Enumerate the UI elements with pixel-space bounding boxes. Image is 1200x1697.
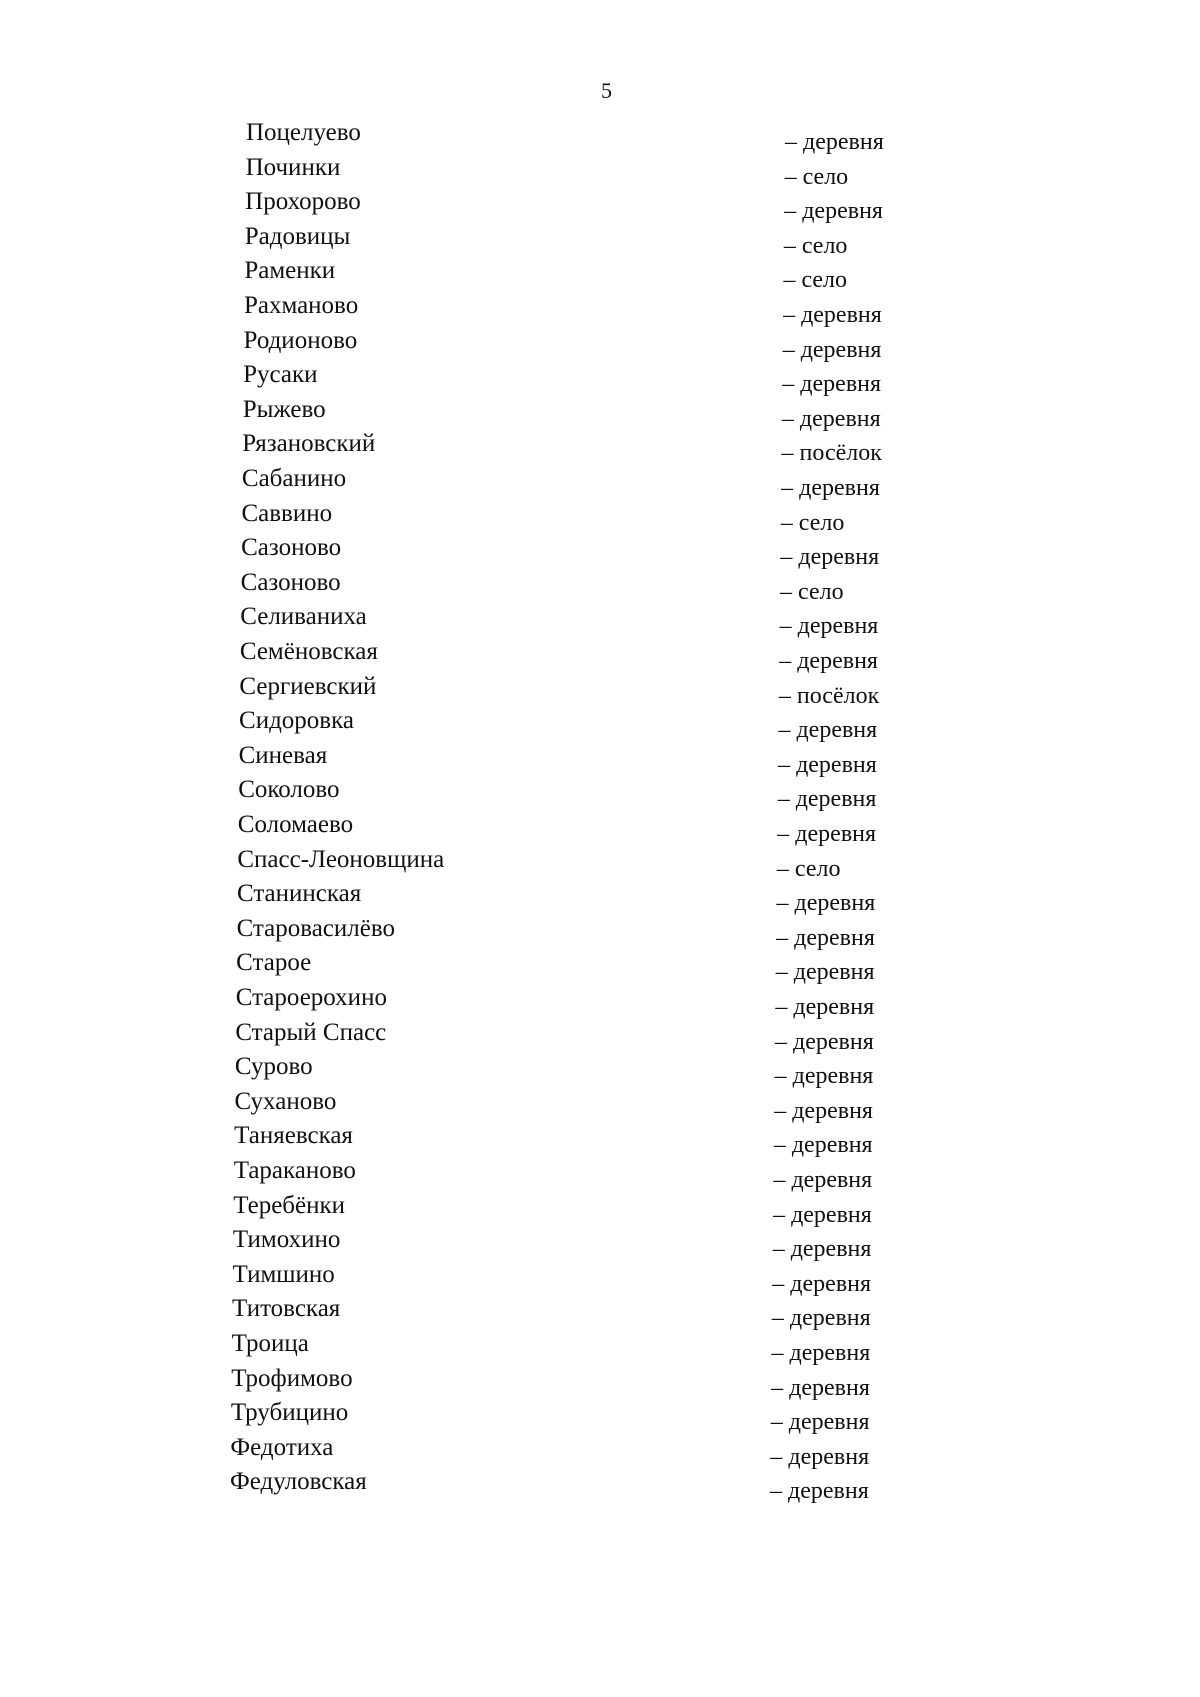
settlement-type: – деревня: [773, 1201, 872, 1228]
settlement-type: – село: [780, 509, 845, 536]
settlement-type: – деревня: [784, 198, 883, 225]
settlement-type: – село: [783, 232, 848, 259]
settlement-type: – деревня: [777, 786, 877, 813]
settlement-name: Русаки: [243, 361, 318, 389]
settlement-name: Старовасилёво: [236, 914, 395, 942]
settlement-name: Трубицино: [230, 1399, 349, 1427]
settlement-name: Починки: [245, 153, 341, 181]
settlement-name: Раменки: [244, 257, 336, 285]
settlement-type: – село: [784, 163, 849, 190]
settlement-name: Семёновская: [239, 638, 378, 665]
settlement-type: – деревня: [776, 924, 875, 951]
settlement-type: – деревня: [781, 475, 880, 501]
settlement-name: Станинская: [236, 880, 362, 908]
settlement-type: – деревня: [775, 1028, 874, 1055]
settlement-name: Суханово: [234, 1087, 337, 1115]
list-item: [0, 1467, 1200, 1507]
settlement-name: Радовицы: [244, 222, 351, 250]
settlement-type: – деревня: [782, 371, 882, 398]
settlement-type: – деревня: [776, 890, 876, 917]
settlement-name: Соколово: [238, 776, 340, 804]
settlement-name: Старый Спасс: [235, 1018, 387, 1046]
settlement-type: – село: [783, 267, 848, 294]
settlement-name: Тараканово: [233, 1157, 356, 1184]
settlement-name: Рыжево: [242, 395, 326, 423]
settlement-type: – деревня: [773, 1167, 873, 1193]
settlement-name: Тимохино: [232, 1226, 341, 1254]
settlement-name: Титовская: [232, 1295, 341, 1323]
settlement-name: Федуловская: [230, 1468, 367, 1496]
settlement-type: – деревня: [772, 1236, 872, 1263]
settlement-name: Рахманово: [243, 292, 359, 319]
settlement-name: Староерохино: [235, 984, 387, 1011]
settlement-type: – деревня: [774, 1063, 874, 1090]
settlement-name: Сергиевский: [239, 672, 377, 700]
settlement-type: – деревня: [783, 302, 882, 328]
settlement-name: Рязановский: [242, 430, 376, 458]
settlement-type: – деревня: [785, 129, 884, 155]
settlement-type: – деревня: [771, 1340, 871, 1366]
settlement-type: – деревня: [782, 336, 882, 363]
settlement-type: – село: [776, 855, 841, 882]
settlement-name: Теребёнки: [233, 1191, 346, 1219]
settlement-type: – деревня: [773, 1132, 873, 1159]
settlement-name: Тимшино: [232, 1260, 335, 1288]
settlement-type: – деревня: [779, 613, 879, 640]
settlement-name: Сурово: [234, 1053, 313, 1081]
settlement-type: – село: [780, 578, 844, 605]
settlement-type: – деревня: [780, 544, 880, 571]
settlement-name: Сабанино: [241, 465, 347, 492]
settlement-name: Федотиха: [230, 1433, 334, 1461]
settlement-name: Старое: [236, 949, 312, 977]
settlement-name: Таняевская: [234, 1122, 353, 1150]
page-number: 5: [601, 78, 612, 103]
settlement-name: Поцелуево: [246, 119, 361, 146]
settlement-type: – деревня: [775, 959, 875, 986]
settlement-name: Трофимово: [231, 1364, 353, 1392]
settlement-name: Саввино: [241, 499, 333, 527]
settlement-type: – деревня: [778, 717, 878, 744]
settlement-type: – деревня: [770, 1409, 870, 1436]
settlement-name: Родионово: [243, 326, 358, 354]
settlement-type: – посёлок: [778, 682, 880, 709]
settlement-type: – деревня: [779, 648, 878, 674]
settlement-type: – деревня: [771, 1374, 870, 1401]
settlement-name: Синевая: [238, 741, 328, 769]
settlement-name: Сазоново: [241, 534, 342, 562]
settlement-name: Селиваниха: [240, 603, 367, 631]
settlement-name: Сидоровка: [239, 707, 354, 735]
settlement-name: Прохорово: [245, 188, 361, 216]
settlement-type: – деревня: [777, 821, 877, 847]
settlement-type: – деревня: [778, 751, 877, 778]
settlement-type: – деревня: [775, 994, 875, 1020]
settlement-name: Спасс-Леоновщина: [237, 845, 445, 873]
settlement-name: Троица: [231, 1330, 309, 1357]
settlement-name: Сазоново: [240, 568, 341, 596]
settlement-type: – деревня: [781, 405, 881, 432]
settlement-type: – деревня: [772, 1270, 872, 1297]
settlement-type: – деревня: [774, 1097, 873, 1124]
settlement-type: – деревня: [770, 1443, 870, 1470]
settlement-type: – деревня: [770, 1478, 869, 1505]
settlement-type: – деревня: [771, 1305, 871, 1332]
settlement-type: – посёлок: [781, 440, 882, 467]
settlement-name: Соломаево: [237, 811, 354, 838]
